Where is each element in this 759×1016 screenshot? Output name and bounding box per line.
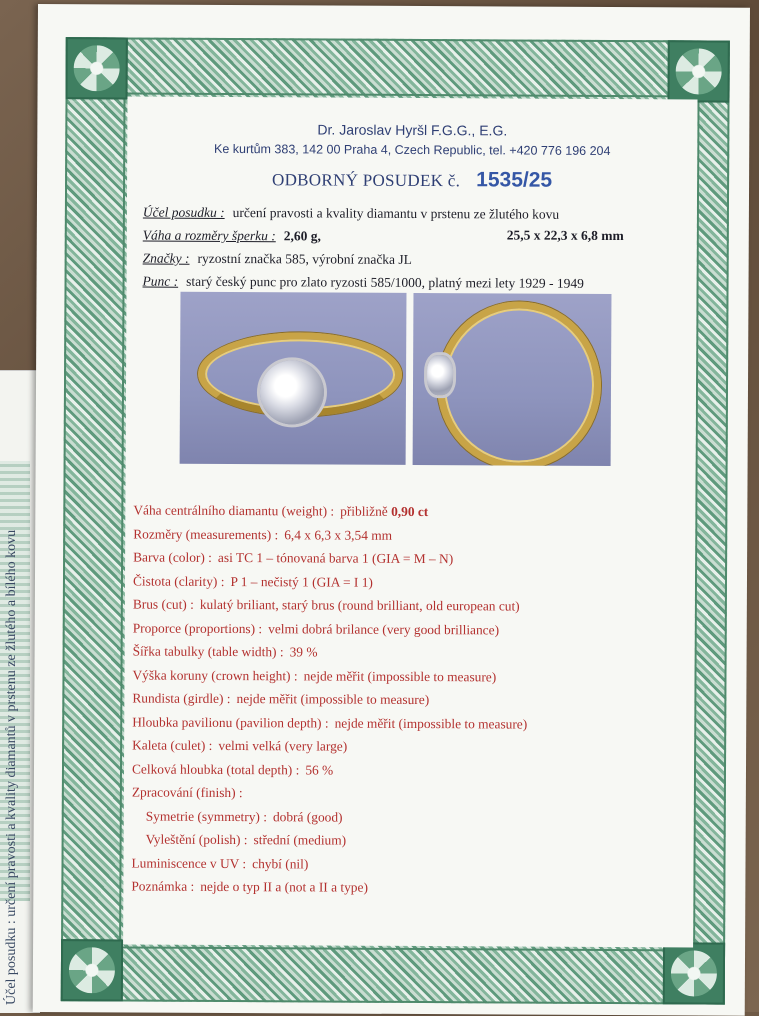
certificate-paper — [33, 4, 750, 1016]
rosette-icon — [676, 48, 722, 94]
issuer-address: Ke kurtům 383, 142 00 Praha 4, Czech Republic, tel. +420 776 196 204 — [213, 141, 611, 158]
spec-label: Hloubka pavilionu (pavilion depth) : — [132, 714, 329, 731]
issuer-name: Dr. Jaroslav Hyršl F.G.G., E.G. — [317, 121, 508, 139]
spec-value-bold: 0,90 ct — [391, 503, 429, 520]
marks-field — [143, 251, 412, 268]
spec-label: Proporce (proportions) : — [132, 620, 263, 636]
spec-value: kulatý briliant, starý brus (round brilliant, old european cut) — [199, 596, 520, 614]
spec-value: přibližně — [340, 503, 388, 519]
rosette-icon — [671, 950, 717, 996]
spec-label: Celková hloubka (total depth) : — [131, 761, 300, 777]
spec-clarity — [133, 569, 693, 595]
spec-value: nejde o typ II a (not a II a type) — [200, 878, 368, 895]
spec-finish — [132, 781, 692, 807]
certificate-number: 1535/25 — [476, 168, 553, 192]
hallmark-field — [143, 274, 584, 292]
spec-value: velmi velká (very large) — [218, 737, 348, 754]
spec-value: chybí (nil) — [252, 855, 309, 871]
spec-label: Luminiscence v UV : — [131, 855, 247, 871]
spec-value: velmi dobrá brilance (very good brilliance) — [268, 620, 500, 637]
spec-value: nejde měřit (impossible to measure) — [334, 715, 528, 732]
spec-proportions — [133, 616, 693, 642]
spec-crown-height — [132, 663, 692, 689]
spec-label: Váha centrálního diamantu (weight) : — [133, 502, 335, 519]
spec-value: 39 % — [289, 644, 318, 660]
purpose-value: určení pravosti a kvality diamantu v prstenu ze žlutého kovu — [232, 205, 560, 222]
spec-note — [131, 875, 691, 901]
certificate-title-row — [127, 166, 697, 193]
spec-label: Rundista (girdle) : — [132, 690, 231, 707]
spec-total-depth — [132, 757, 692, 783]
spec-pavilion-depth — [132, 710, 692, 736]
weight-label: Váha a rozměry šperku : — [142, 227, 276, 244]
spec-girdle — [132, 687, 692, 713]
spec-value: nejde měřit (impossible to measure) — [236, 691, 430, 708]
purpose-label: Účel posudku : — [142, 204, 225, 220]
spec-label: Kaleta (culet) : — [132, 737, 213, 753]
spec-polish — [132, 828, 692, 854]
spec-label: Barva (color) : — [133, 549, 212, 565]
diamond-shape — [260, 360, 324, 424]
spec-measurements — [133, 522, 693, 548]
spec-label: Symetrie (symmetry) : — [145, 808, 268, 824]
marks-label: Značky : — [142, 250, 190, 266]
spec-label: Rozměry (measurements) : — [133, 526, 279, 542]
spec-value: asi TC 1 – tónovaná barva 1 (GIA = M – N) — [217, 549, 454, 567]
corner-rosette-bottom-right — [663, 942, 725, 1004]
rosette-icon — [69, 947, 115, 993]
spec-label: Poznámka : — [131, 878, 195, 894]
purpose-field — [143, 205, 559, 223]
hallmark-label: Punc : — [142, 273, 179, 289]
spec-value: střední (medium) — [253, 832, 347, 848]
spec-label: Výška koruny (crown height) : — [132, 667, 298, 683]
ring-photo-front — [180, 292, 407, 465]
spec-label: Vyleštění (polish) : — [145, 831, 248, 848]
corner-rosette-top-right — [667, 40, 729, 102]
spec-value: P 1 – nečistý 1 (GIA = I 1) — [230, 573, 373, 590]
spec-value: 6,4 x 6,3 x 3,54 mm — [284, 526, 393, 543]
spec-weight — [133, 499, 693, 525]
dimensions-value: 25,5 x 22,3 x 6,8 mm — [506, 227, 624, 244]
spec-color — [133, 546, 693, 572]
spec-label: Čistota (clarity) : — [132, 573, 225, 589]
spec-label: Brus (cut) : — [132, 596, 194, 612]
spec-symmetry — [132, 804, 692, 830]
ring-band-shape — [437, 301, 602, 466]
spec-value: nejde měřit (impossible to measure) — [303, 667, 497, 684]
weight-field — [143, 228, 321, 245]
hallmark-value: starý český punc pro zlato ryzosti 585/1000, platný mezi lety 1929 - 1949 — [186, 273, 584, 291]
marks-value: ryzostní značka 585, výrobní značka JL — [197, 250, 413, 267]
ring-photo-side — [413, 293, 612, 466]
rosette-icon — [74, 45, 120, 91]
spec-label: Zpracování (finish) : — [131, 784, 243, 801]
spec-culet — [132, 734, 692, 760]
spec-luminescence — [131, 851, 691, 877]
certificate-title: ODBORNÝ POSUDEK č. — [271, 170, 461, 191]
corner-rosette-bottom-left — [61, 939, 123, 1001]
spec-label: Šířka tabulky (table width) : — [132, 643, 284, 660]
spec-value: 56 % — [305, 761, 334, 778]
weight-value: 2,60 g, — [283, 228, 321, 244]
diamond-shape — [427, 355, 453, 395]
spec-value: dobrá (good) — [272, 808, 343, 825]
underlying-sheet-text: Účel posudku : určení pravosti a kvality diamantů v prstenu ze žlutého a bílého kovu — [4, 529, 19, 1005]
certificate-content — [123, 96, 697, 947]
spec-table-width — [133, 640, 693, 666]
specification-list — [131, 499, 693, 901]
spec-cut — [133, 593, 693, 619]
corner-rosette-top-left — [66, 37, 128, 99]
